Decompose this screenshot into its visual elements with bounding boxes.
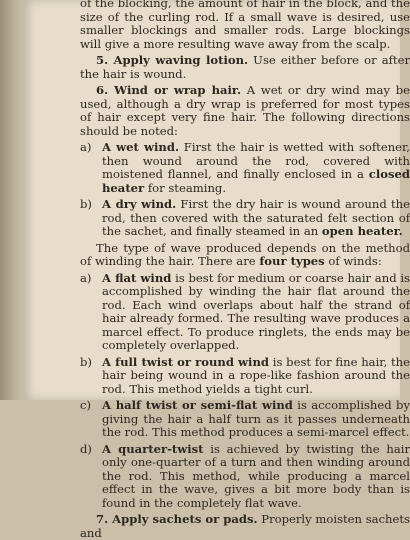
type-item-b xyxy=(80,356,410,397)
book-page xyxy=(22,0,410,540)
type-item-d-text: is achieved by twisting the hair only one-quarter of a turn and then winding around the rod. This method, while producing a marcel effect in the wave, gives a bit more body than is found in the completely flat wave. xyxy=(102,441,410,510)
type-item-c-lead: A half twist or semi-flat wind xyxy=(102,398,293,412)
type-item-b-text: is best for fine hair, the hair being wound in a rope-like fashion around the rod. This method yields a tight curl. xyxy=(102,354,410,396)
wind-item-b-pre: First the dry hair is wound around the rod, then covered with the saturated felt section of the sachet, and finally steamed in an xyxy=(102,197,410,238)
type-item-a xyxy=(80,272,410,353)
types-intro-post: of winds: xyxy=(324,254,382,268)
type-item-a-text: is best for medium or coarse hair and is accomplished by winding the hair flat around the rod. Each wind overlaps about half the strand of hair already formed. The resulting wave produces a marcel effect. To produce ringlets, the ends may be completely overlapped. xyxy=(102,270,410,352)
step-6-label: 6. Wind or wrap hair. xyxy=(96,83,242,97)
types-intro-bold: four types xyxy=(259,254,325,268)
wind-item-b xyxy=(80,198,410,239)
types-intro-pre: The type of wave produced depends on the method of winding the hair. There are xyxy=(80,240,410,268)
types-intro xyxy=(80,242,410,269)
wind-item-a-pre: First the hair is wetted with softener, then wound around the rod, covered with moistened flannel, and finally enclosed in a xyxy=(102,140,410,181)
type-item-a-lead: A flat wind xyxy=(102,270,172,285)
type-item-a-mark: a) xyxy=(80,270,92,285)
type-item-d xyxy=(80,443,410,511)
step-6 xyxy=(80,84,410,138)
step-5 xyxy=(80,54,410,81)
step-6-text: A wet or dry wind may be used, although a dry wrap is preferred for most types of hair except very fine hair. The following directions should be noted: xyxy=(80,83,410,138)
wind-item-b-mark: b) xyxy=(80,197,92,211)
type-item-d-lead: A quarter-twist xyxy=(102,441,204,456)
wind-item-a xyxy=(80,141,410,195)
wind-item-a-post: for steaming. xyxy=(144,180,227,195)
type-item-b-lead: A full twist or round wind xyxy=(102,354,269,369)
step-7-label: 7. Apply sachets or pads. xyxy=(96,512,258,526)
type-item-c-text: is accomplished by giving the hair a half turn as it passes underneath the rod. This method produces a semi-marcel effect. xyxy=(102,398,410,439)
book-gutter xyxy=(0,0,22,400)
step-7 xyxy=(80,513,410,540)
type-item-c-mark: c) xyxy=(80,398,92,412)
type-item-b-mark: b) xyxy=(80,354,92,369)
page-text xyxy=(80,0,410,540)
wind-item-a-lead: A wet wind. xyxy=(102,140,179,154)
wind-item-a-mark: a) xyxy=(80,140,92,154)
intro-paragraph: of the blocking, the amount of hair in the block, and the size of the curling rod. If a small wave is desired, use smaller blockings and smaller rods. Large blockings will give a more resulting wave away from the scalp. xyxy=(80,0,410,51)
wind-item-b-lead: A dry wind. xyxy=(102,197,177,211)
type-item-c xyxy=(80,399,410,440)
step-5-label: 5. Apply waving lotion. xyxy=(96,53,249,67)
type-item-d-mark: d) xyxy=(80,441,92,456)
wind-item-b-bold: open heater. xyxy=(321,224,403,238)
step-5-text: Use either before or after the hair is wound. xyxy=(80,53,410,81)
step-7-text: Properly moisten sachets and xyxy=(80,512,410,540)
wind-item-a-bold: closed heater xyxy=(102,167,410,195)
